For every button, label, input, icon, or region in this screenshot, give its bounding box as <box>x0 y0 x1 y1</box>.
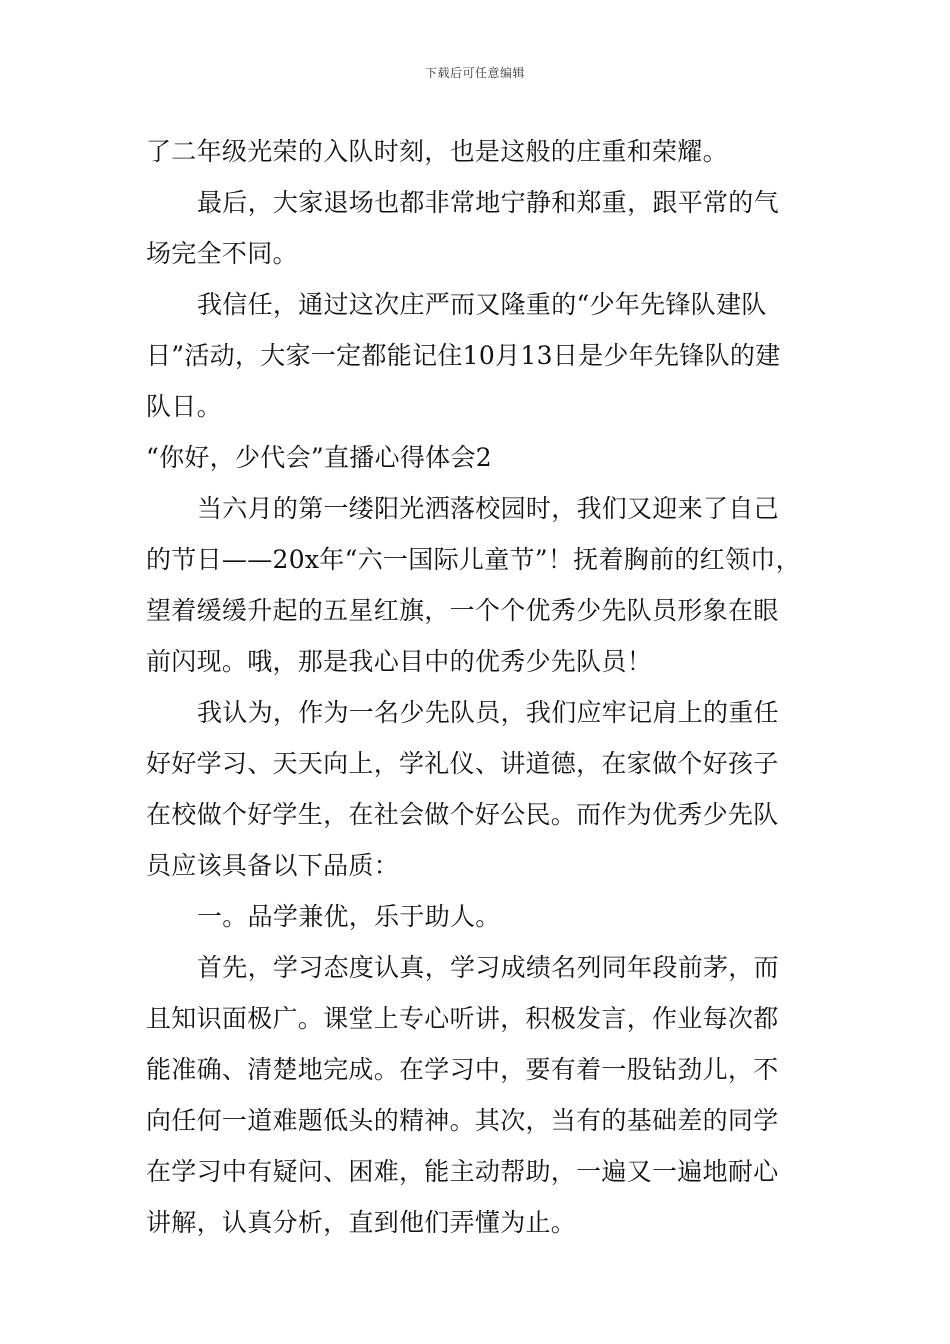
text-line: 向任何一道难题低头的精神。其次，当有的基础差的同学 <box>146 1106 779 1135</box>
text-line: 一。品学兼优，乐于助人。 <box>197 902 501 931</box>
document-body <box>146 126 816 1248</box>
text-line: 且知识面极广。课堂上专心听讲，积极发言，作业每次都 <box>146 1004 779 1033</box>
text-line: 员应该具备以下品质： <box>146 851 400 880</box>
text-line: 望着缓缓升起的五星红旗，一个个优秀少先队员形象在眼 <box>146 596 779 625</box>
text-line: 在学习中有疑问、困难，能主动帮助，一遍又一遍地耐心 <box>146 1157 779 1186</box>
text-line: 好好学习、天天向上，学礼仪、讲道德，在家做个好孩子 <box>146 749 779 778</box>
text-line: 日”活动，大家一定都能记住10月13日是少年先锋队的建 <box>146 341 781 370</box>
text-line: 讲解，认真分析，直到他们弄懂为止。 <box>146 1208 577 1237</box>
text-line: 在校做个好学生，在社会做个好公民。而作为优秀少先队 <box>146 800 779 829</box>
text-line: 了二年级光荣的入队时刻，也是这般的庄重和荣耀。 <box>146 137 728 166</box>
text-line: 当六月的第一缕阳光洒落校园时，我们又迎来了自己 <box>197 494 779 523</box>
page-header: 下载后可任意编辑 <box>424 66 525 80</box>
text-line: 我信任，通过这次庄严而又隆重的“少年先锋队建队 <box>197 290 767 319</box>
text-line: 前闪现。哦，那是我心目中的优秀少先队员！ <box>146 647 653 676</box>
text-line: 场完全不同。 <box>146 239 298 268</box>
text-line: 我认为，作为一名少先队员，我们应牢记肩上的重任 <box>197 698 779 727</box>
text-line: 队日。 <box>146 392 222 421</box>
text-line: 首先，学习态度认真，学习成绩名列同年段前茅，而 <box>197 953 779 982</box>
text-line: 的节日——20x年“六一国际儿童节”！抚着胸前的红领巾， <box>146 545 801 574</box>
text-line: 最后，大家退场也都非常地宁静和郑重，跟平常的气 <box>197 188 779 217</box>
section-heading: “你好，少代会”直播心得体会2 <box>146 443 492 472</box>
text-line: 能准确、清楚地完成。在学习中，要有着一股钻劲儿，不 <box>146 1055 779 1084</box>
